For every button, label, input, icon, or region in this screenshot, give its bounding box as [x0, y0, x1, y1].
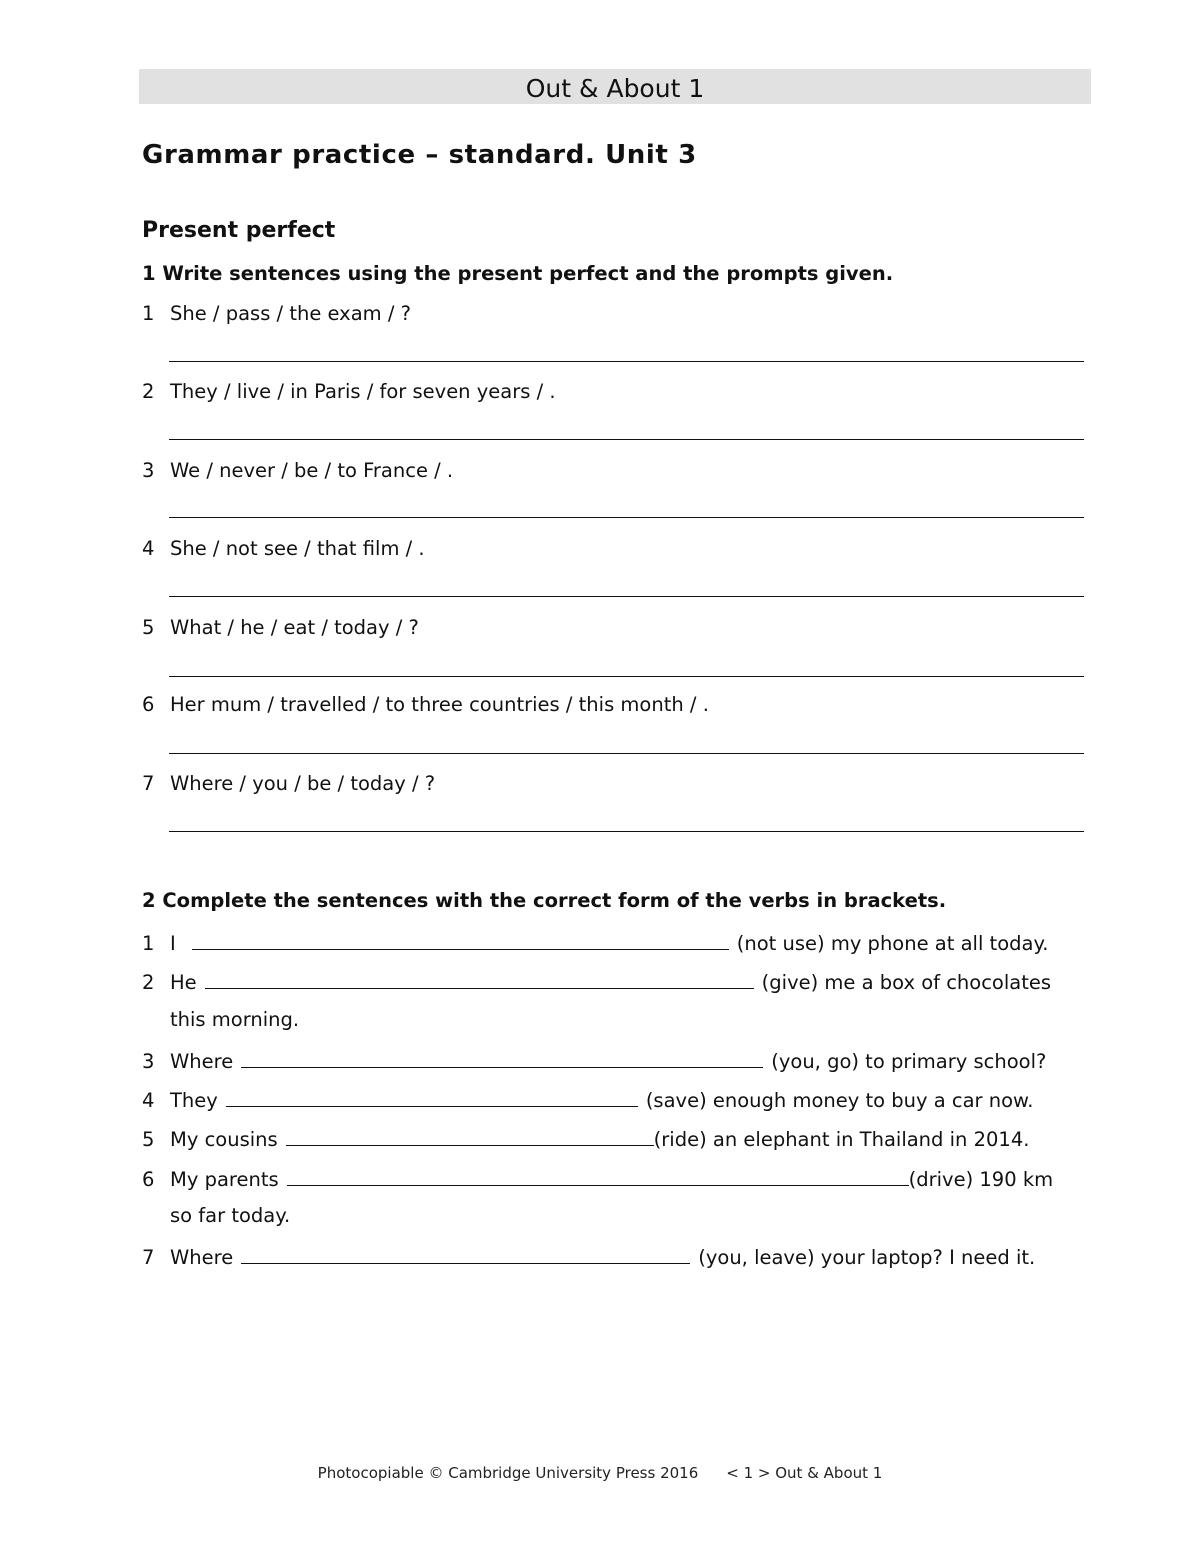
- footer: [0, 1464, 1200, 1482]
- item-tail: (drive) 190 km: [908, 1168, 1054, 1191]
- page-title: Grammar practice – standard. Unit 3: [142, 140, 697, 170]
- item-number: 6: [142, 1168, 155, 1191]
- answer-blank[interactable]: [241, 1067, 763, 1068]
- answer-line[interactable]: [169, 753, 1084, 754]
- item-prompt: What / he / eat / today / ?: [170, 616, 419, 639]
- exercise1-item-4: [142, 537, 425, 560]
- exercise2-item-2: [142, 964, 1085, 994]
- item-tail: (you, leave) your laptop? I need it.: [698, 1246, 1036, 1269]
- item-lead: Where: [170, 1050, 234, 1073]
- exercise1-item-3: [142, 459, 453, 482]
- item-number: 4: [142, 537, 155, 560]
- exercise1-instruction: 1 Write sentences using the present perfect and the prompts given.: [142, 262, 894, 285]
- answer-blank[interactable]: [287, 1185, 909, 1186]
- exercise2-item-4: [142, 1082, 1085, 1112]
- item-number: 1: [142, 302, 155, 325]
- answer-line[interactable]: [169, 596, 1084, 597]
- item-number: 3: [142, 459, 155, 482]
- exercise1-item-6: [142, 693, 709, 716]
- item-tail: (ride) an elephant in Thailand in 2014.: [653, 1128, 1030, 1151]
- item-number: 5: [142, 1128, 155, 1151]
- exercise2-item-5: [142, 1121, 1085, 1151]
- exercise2-item-1: [142, 925, 1085, 955]
- answer-line[interactable]: [169, 676, 1084, 677]
- item-number: 2: [142, 380, 155, 403]
- answer-blank[interactable]: [226, 1106, 638, 1107]
- exercise2-instruction: 2 Complete the sentences with the correct form of the verbs in brackets.: [142, 889, 947, 912]
- footer-page-label: < 1 > Out & About 1: [726, 1464, 883, 1482]
- item-prompt: She / pass / the exam / ?: [170, 302, 411, 325]
- answer-blank[interactable]: [286, 1145, 654, 1146]
- header-bar: [139, 69, 1091, 104]
- item-prompt: She / not see / that film / .: [170, 537, 425, 560]
- item-continuation: this morning.: [170, 1008, 300, 1031]
- exercise1-item-1: [142, 302, 411, 325]
- item-lead: They: [170, 1089, 218, 1112]
- answer-blank[interactable]: [205, 988, 754, 989]
- item-number: 5: [142, 616, 155, 639]
- item-number: 6: [142, 693, 155, 716]
- footer-copyright: Photocopiable © Cambridge University Press 2016: [317, 1464, 699, 1482]
- item-number: 7: [142, 772, 155, 795]
- item-number: 7: [142, 1246, 155, 1269]
- item-lead: My cousins: [170, 1128, 278, 1151]
- exercise2-item-6: [142, 1161, 1085, 1191]
- answer-blank[interactable]: [192, 949, 729, 950]
- item-prompt: Where / you / be / today / ?: [170, 772, 436, 795]
- item-number: 4: [142, 1089, 155, 1112]
- answer-line[interactable]: [169, 517, 1084, 518]
- exercise2-item-7: [142, 1239, 1085, 1269]
- exercise1-item-7: [142, 772, 435, 795]
- answer-blank[interactable]: [241, 1263, 690, 1264]
- answer-line[interactable]: [169, 439, 1084, 440]
- item-number: 2: [142, 971, 155, 994]
- item-continuation: so far today.: [170, 1204, 291, 1227]
- item-lead: He: [170, 971, 197, 994]
- exercise2-item-3: [142, 1043, 1085, 1073]
- item-prompt: We / never / be / to France / .: [170, 459, 454, 482]
- item-number: 3: [142, 1050, 155, 1073]
- item-tail: (give) me a box of chocolates: [761, 971, 1052, 994]
- exercise1-item-2: [142, 380, 556, 403]
- item-tail: (save) enough money to buy a car now.: [645, 1089, 1034, 1112]
- item-lead: My parents: [170, 1168, 279, 1191]
- item-lead: Where: [170, 1246, 234, 1269]
- answer-line[interactable]: [169, 361, 1084, 362]
- item-tail: (you, go) to primary school?: [771, 1050, 1047, 1073]
- item-tail: (not use) my phone at all today.: [736, 932, 1049, 955]
- section-heading: Present perfect: [142, 218, 336, 243]
- header-title: Out & About 1: [525, 74, 705, 103]
- exercise1-item-5: [142, 616, 419, 639]
- item-number: 1: [142, 932, 155, 955]
- item-prompt: Her mum / travelled / to three countries / this month / .: [170, 693, 709, 716]
- item-prompt: They / live / in Paris / for seven years / .: [170, 380, 556, 403]
- answer-line[interactable]: [169, 831, 1084, 832]
- item-lead: I: [170, 932, 176, 955]
